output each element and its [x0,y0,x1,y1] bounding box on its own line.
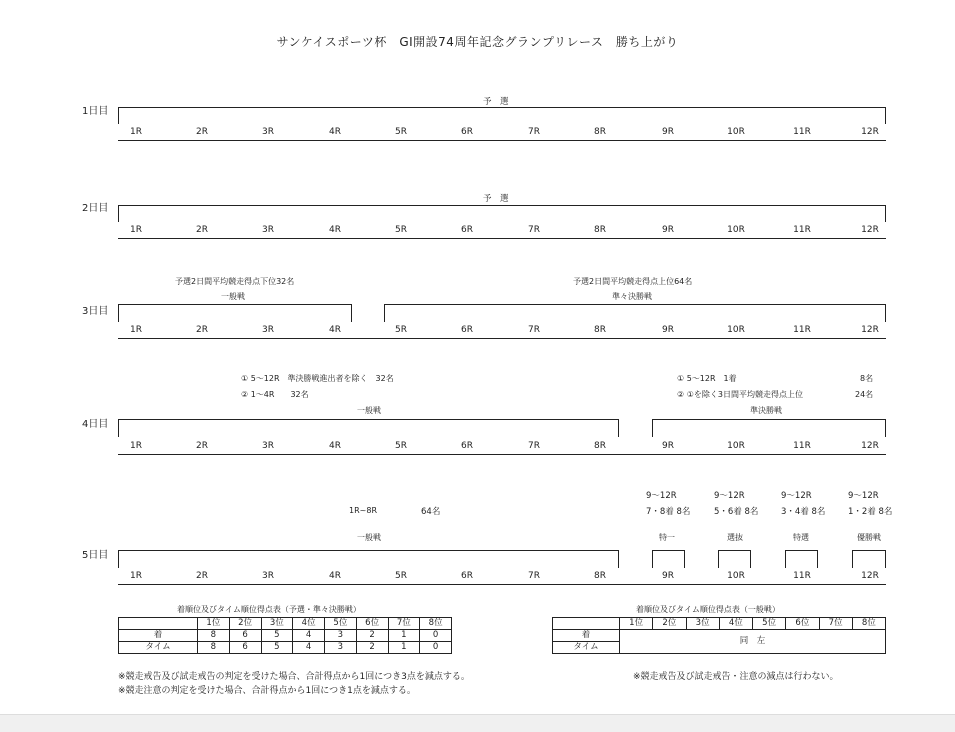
race-label: 2R [196,571,208,581]
race-label: 7R [528,441,540,451]
race-label: 7R [528,571,540,581]
race-baseline [118,338,886,339]
race-label: 12R [861,571,879,581]
race-label: 1R [130,127,142,137]
race-label: 3R [262,441,274,451]
table-header: 7位 [388,618,420,630]
table-header: 5位 [753,618,786,630]
points-table-right [552,617,886,654]
day3-right-label: 準々決勝戦 [612,292,652,301]
table-header: 6位 [356,618,388,630]
race-label: 9R [662,225,674,235]
table-header: 3位 [261,618,293,630]
race-label: 6R [461,441,473,451]
race-label: 11R [793,441,811,451]
day5-r9-top: 9～12R [646,491,677,501]
table-header: 2位 [229,618,261,630]
table-cell: 5 [261,630,293,642]
table-cell: 8 [198,630,230,642]
race-label: 2R [196,127,208,137]
bracket-line [652,550,685,551]
race-label: 3R [262,571,274,581]
race-label: 4R [329,325,341,335]
table-cell: 4 [293,642,325,654]
points-left-caption: 着順位及びタイム順位得点表（予選・準々決勝戦） [177,605,361,614]
bracket-line [118,107,119,124]
note-right-1: ※競走戒告及び試走戒告・注意の減点は行わない。 [633,672,839,682]
day4-left-line2: ② 1～4R 32名 [241,390,309,399]
day5-r10-label: 選抜 [727,533,743,542]
table-cell: 6 [229,630,261,642]
day3-left-note: 予選2日間平均競走得点下位32名 [175,277,295,286]
bracket-line [817,550,818,568]
race-label: 5R [395,441,407,451]
day2-bracket-label: 予 選 [483,194,509,204]
table-header: 5位 [325,618,357,630]
race-label: 3R [262,225,274,235]
bracket-line [118,419,119,437]
bracket-line [118,304,119,322]
day5-r10-bot: 5・6着 8名 [714,507,759,517]
race-label: 8R [594,325,606,335]
row-label: タイム [119,642,198,654]
race-label: 9R [662,571,674,581]
bracket-line [785,550,818,551]
race-label: 1R [130,441,142,451]
day5-r9-label: 特一 [659,533,675,542]
bracket-line [618,419,619,437]
day-label: 2日目 [82,203,109,214]
day4-right-label: 準決勝戦 [750,406,782,415]
day5-r11-top: 9～12R [781,491,812,501]
bracket-line [885,107,886,124]
race-label: 1R [130,225,142,235]
bracket-line [118,419,619,420]
race-label: 8R [594,571,606,581]
race-label: 6R [461,127,473,137]
race-label: 7R [528,127,540,137]
bracket-line [885,304,886,322]
bracket-line [118,205,886,206]
day5-left-count: 64名 [421,507,441,517]
race-label: 12R [861,225,879,235]
day5-r12-bot: 1・2着 8名 [848,507,893,517]
bracket-line [384,304,385,322]
race-label: 9R [662,325,674,335]
race-label: 2R [196,441,208,451]
bracket-line [118,205,119,222]
day5-r12-label: 優勝戦 [857,533,881,542]
race-label: 11R [793,225,811,235]
bracket-line [885,419,886,437]
race-baseline [118,454,886,455]
day4-right-line2: ② ①を除く3日間平均競走得点上位 [677,390,803,399]
race-label: 11R [793,325,811,335]
day4-right-count1: 8名 [860,374,874,383]
table-cell: 6 [229,642,261,654]
bracket-line [684,550,685,568]
table-cell: 1 [388,630,420,642]
race-label: 7R [528,225,540,235]
bracket-line [885,550,886,568]
race-label: 6R [461,225,473,235]
table-header: 3位 [686,618,719,630]
race-label: 12R [861,325,879,335]
race-baseline [118,140,886,141]
bracket-line [618,550,619,568]
row-label: タイム [553,642,620,654]
race-label: 10R [727,441,745,451]
table-header: 8位 [852,618,885,630]
race-label: 10R [727,225,745,235]
race-label: 2R [196,225,208,235]
race-label: 8R [594,127,606,137]
day-label: 3日目 [82,306,109,317]
table-header: 1位 [620,618,653,630]
race-baseline [118,238,886,239]
bracket-line [118,550,119,568]
table-cell: 2 [356,630,388,642]
bracket-line [652,550,653,568]
note-left-1: ※競走戒告及び試走戒告の判定を受けた場合、合計得点から1回につき3点を減点する。 [118,672,470,682]
table-cell: 1 [388,642,420,654]
day3-left-label: 一般戦 [221,292,245,301]
race-label: 2R [196,325,208,335]
bottom-bar [0,714,955,732]
race-label: 10R [727,571,745,581]
race-label: 8R [594,225,606,235]
row-label: 着 [119,630,198,642]
bracket-line [718,550,751,551]
race-label: 8R [594,441,606,451]
table-cell: 4 [293,630,325,642]
bracket-line [852,550,853,568]
race-label: 7R [528,325,540,335]
table-header: 4位 [293,618,325,630]
day5-r9-bot: 7・8着 8名 [646,507,691,517]
race-label: 5R [395,325,407,335]
race-label: 3R [262,325,274,335]
table-cell: 3 [325,642,357,654]
day4-right-count2: 24名 [855,390,874,399]
race-label: 1R [130,571,142,581]
bracket-line [652,419,886,420]
race-label: 4R [329,441,341,451]
table-header: 6位 [786,618,819,630]
race-label: 5R [395,225,407,235]
table-header: 8位 [420,618,452,630]
table-header: 4位 [719,618,752,630]
day4-right-line1: ① 5～12R 1着 [677,374,737,383]
day5-r12-top: 9～12R [848,491,879,501]
race-label: 4R [329,127,341,137]
note-left-2: ※競走注意の判定を受けた場合、合計得点から1回につき1点を減点する。 [118,686,416,696]
day5-left-label: 一般戦 [357,533,381,542]
race-label: 1R [130,325,142,335]
bracket-line [118,304,352,305]
day5-r11-label: 特選 [793,533,809,542]
race-label: 9R [662,441,674,451]
race-label: 9R [662,127,674,137]
bracket-line [852,550,886,551]
race-label: 5R [395,571,407,581]
day-label: 4日目 [82,419,109,430]
bracket-line [118,550,619,551]
race-label: 6R [461,325,473,335]
day-label: 5日目 [82,550,109,561]
day5-left-races: 1R~8R [349,506,377,515]
bracket-line [885,205,886,222]
race-label: 11R [793,127,811,137]
race-baseline [118,584,886,585]
day5-r11-bot: 3・4着 8名 [781,507,826,517]
race-label: 4R [329,225,341,235]
day4-left-line1: ① 5～12R 準決勝戦進出者を除く 32名 [241,374,394,383]
points-right-caption: 着順位及びタイム順位得点表（一般戦） [636,605,780,614]
table-header: 2位 [653,618,686,630]
table-cell: 8 [198,642,230,654]
same-as-left: 同 左 [620,630,886,654]
page-title: サンケイスポーツ杯 GⅠ開設74周年記念グランプリレース 勝ち上がり [276,35,679,49]
day-label: 1日目 [82,106,109,117]
race-label: 11R [793,571,811,581]
bracket-line [718,550,719,568]
day3-right-note: 予選2日間平均競走得点上位64名 [573,277,693,286]
row-label: 着 [553,630,620,642]
bracket-line [652,419,653,437]
table-cell: 0 [420,630,452,642]
points-table-left [118,617,452,654]
day4-left-label: 一般戦 [357,406,381,415]
table-cell: 5 [261,642,293,654]
bracket-line [785,550,786,568]
bracket-line [384,304,886,305]
race-label: 10R [727,325,745,335]
race-label: 6R [461,571,473,581]
race-label: 5R [395,127,407,137]
table-header: 1位 [198,618,230,630]
race-label: 10R [727,127,745,137]
race-label: 4R [329,571,341,581]
bracket-line [750,550,751,568]
day1-bracket-label: 予 選 [483,97,509,107]
table-cell: 2 [356,642,388,654]
race-label: 12R [861,127,879,137]
race-label: 12R [861,441,879,451]
day5-r10-top: 9～12R [714,491,745,501]
table-cell: 3 [325,630,357,642]
table-cell: 0 [420,642,452,654]
bracket-line [351,304,352,322]
race-label: 3R [262,127,274,137]
bracket-line [118,107,886,108]
table-header: 7位 [819,618,852,630]
